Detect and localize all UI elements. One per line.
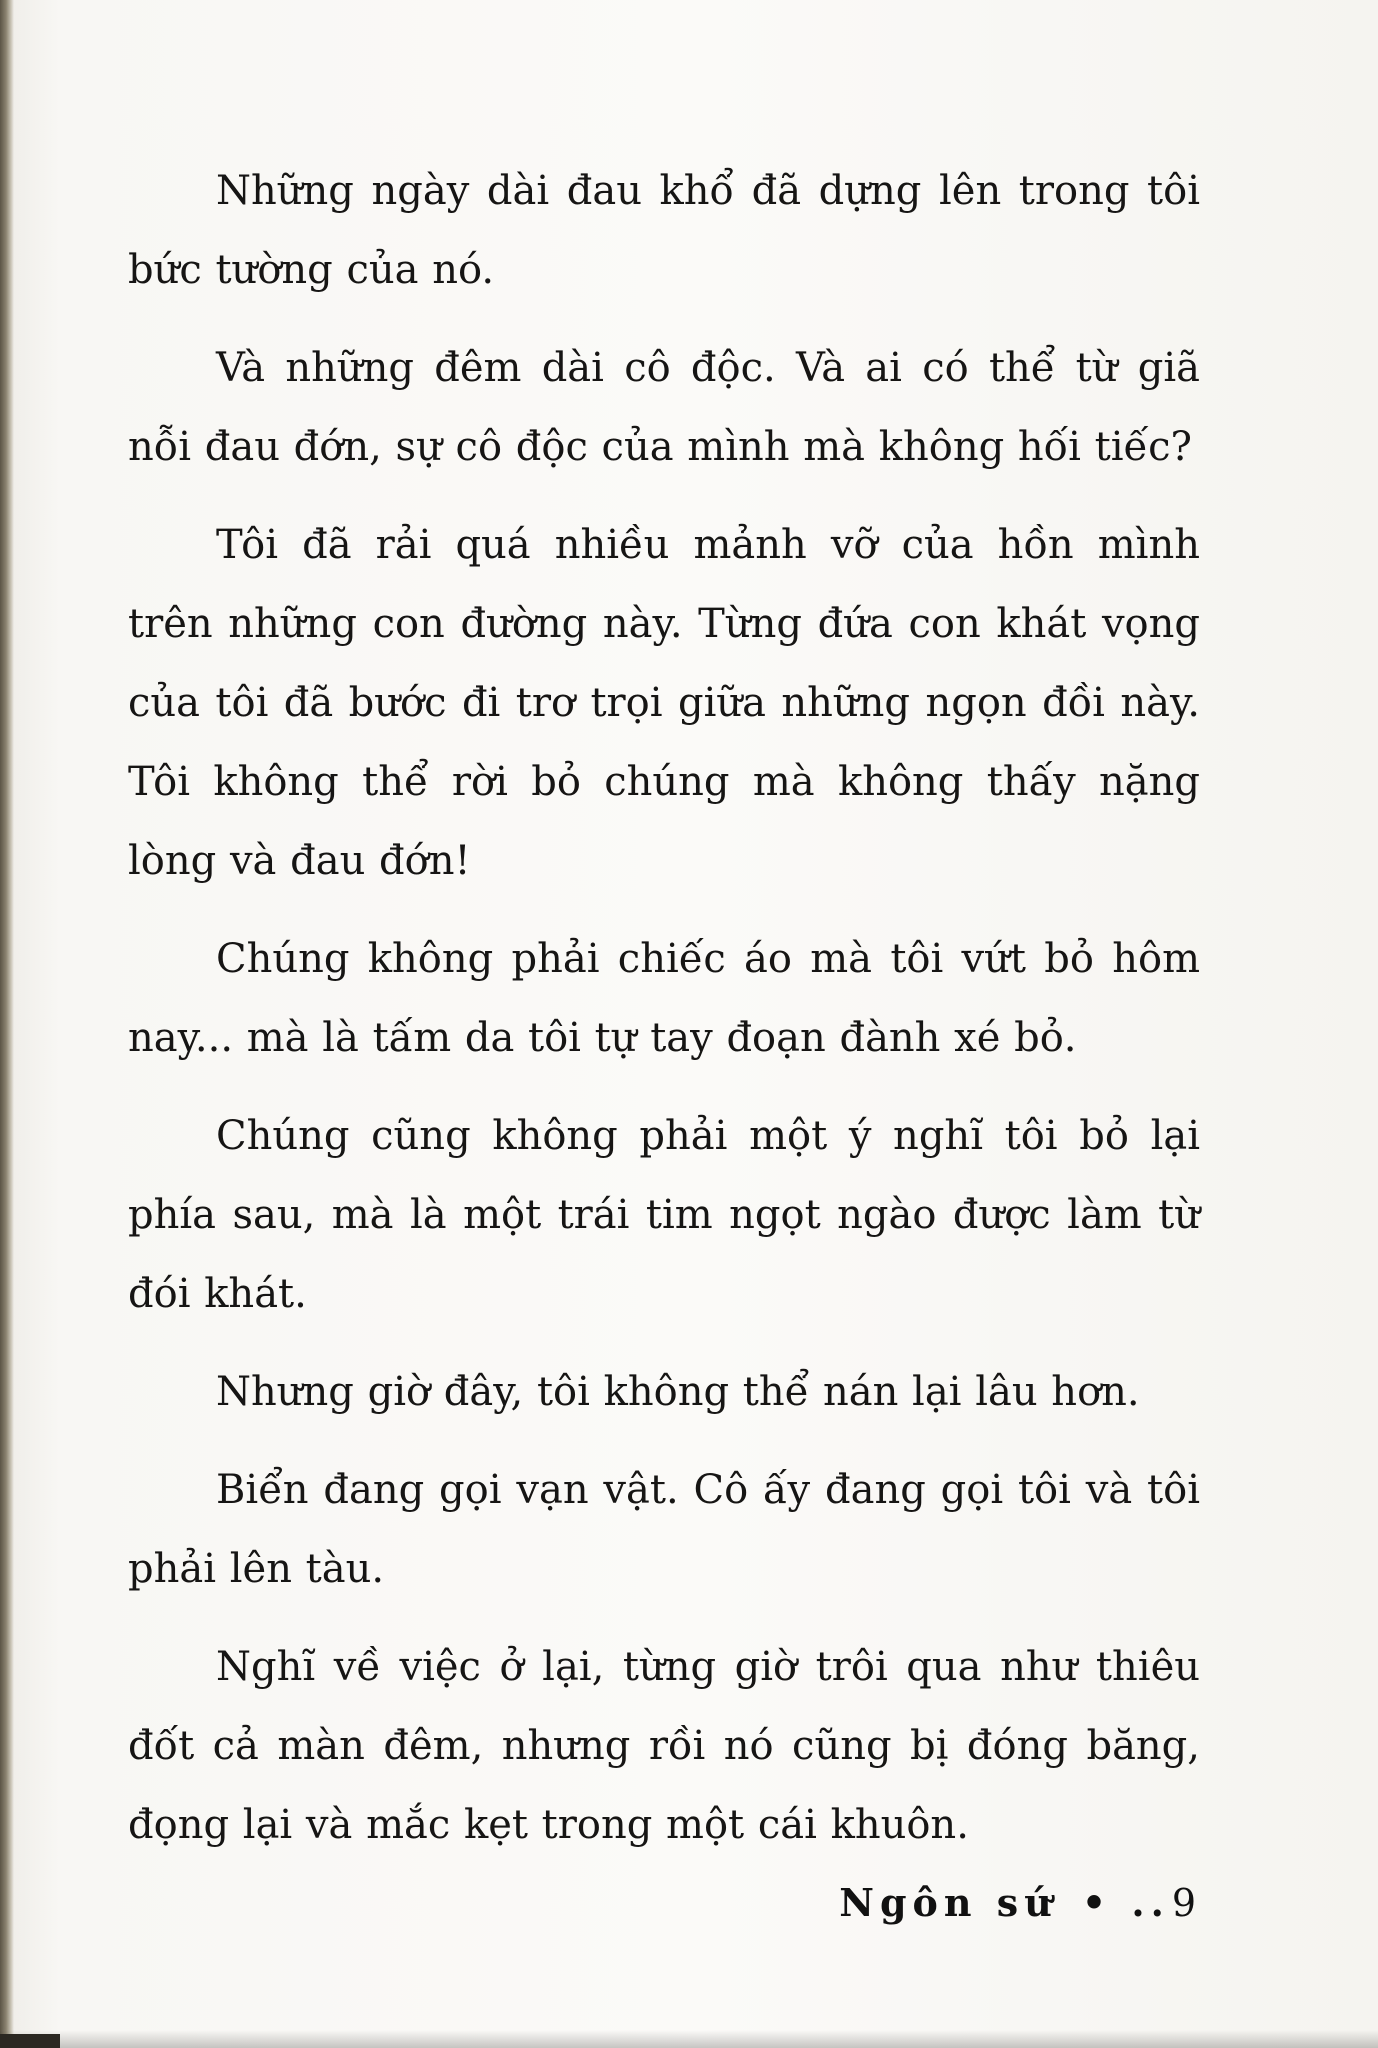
paragraph-4: Chúng không phải chiếc áo mà tôi vứt bỏ hôm nay... mà là tấm da tôi tự tay đoạn đành xé bỏ. [128, 936, 1200, 1061]
page-corner-shadow [0, 2034, 60, 2048]
footer-separator: • .. [1081, 1880, 1170, 1925]
body-text [128, 152, 1200, 1884]
running-footer [839, 1880, 1198, 1925]
paragraph-5: Chúng cũng không phải một ý nghĩ tôi bỏ lại phía sau, mà là một trái tim ngọt ngào được làm từ đói khát. [128, 1113, 1200, 1317]
page-spine-edge [0, 0, 14, 2048]
page-number: 9 [1171, 1881, 1198, 1925]
paragraph-6: Nhưng giờ đây, tôi không thể nán lại lâu hơn. [216, 1369, 1140, 1415]
paragraph-8: Nghĩ về việc ở lại, từng giờ trôi qua như thiêu đốt cả màn đêm, nhưng rồi nó cũng bị đóng băng, đọng lại và mắc kẹt trong một cái khuôn. [128, 1644, 1200, 1848]
paragraph-2: Và những đêm dài cô độc. Và ai có thể từ giã nỗi đau đớn, sự cô độc của mình mà không hối tiếc? [128, 345, 1200, 470]
paragraph-3: Tôi đã rải quá nhiều mảnh vỡ của hồn mình trên những con đường này. Từng đứa con khát vọng của tôi đã bước đi trơ trọi giữa những ngọn đồi này. Tôi không thể rời bỏ chúng mà không thấy nặng lòng và đau đớn! [128, 522, 1200, 884]
page-bottom-shadow [0, 2030, 1378, 2048]
paragraph-7: Biển đang gọi vạn vật. Cô ấy đang gọi tôi và tôi phải lên tàu. [128, 1467, 1200, 1592]
paragraph-1: Những ngày dài đau khổ đã dựng lên trong tôi bức tường của nó. [128, 168, 1200, 293]
footer-book-title: Ngôn sứ [839, 1880, 1058, 1925]
